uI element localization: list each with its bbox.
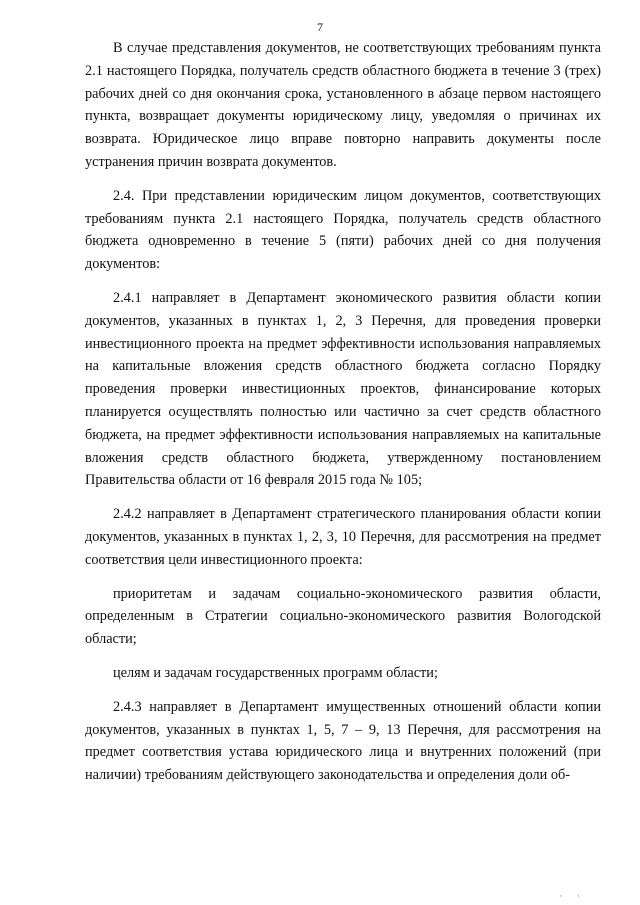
corner-mark: · ·: [559, 892, 586, 902]
paragraph-priorities: приоритетам и задачам социально-экономического развития области, определенным в Стратегии социально-экономического развития Вологодской области;: [85, 585, 601, 648]
document-body: [85, 37, 601, 798]
paragraph-goals: целям и задачам государственных программ области;: [113, 664, 438, 681]
paragraph-2-4: 2.4. При представлении юридическим лицом документов, соответствующих требованиям пункта 2.1 настоящего Порядка, получатель средств областного бюджета одновременно в течение 5 (пяти) рабочих дней со дня получения документов:: [85, 187, 601, 273]
paragraph-2-4-3: 2.4.3 направляет в Департамент имущественных отношений области копии документов, указанных в пунктах 1, 5, 7 – 9, 13 Перечня, для рассмотрения на предмет соответствия устава юридического лица и внутренних положений (при наличии) требованиям действующего законодательства и определения доли об-: [85, 698, 601, 784]
paragraph-2-4-2: 2.4.2 направляет в Департамент стратегического планирования области копии документов, указанных в пунктах 1, 2, 3, 10 Перечня, для рассмотрения на предмет соответствия цели инвестиционного проекта:: [85, 506, 601, 568]
paragraph-return-documents: В случае представления документов, не соответствующих требованиям пункта 2.1 настоящего Порядка, получатель средств областного бюджета в течение 3 (трех) рабочих дней со дня окончания срока, установленного в абзаце первом настоящего пункта, возвращает документы юридическому лицу, уведомляя о причинах их возврата. Юридическое лицо вправе повторно направить документы после устранения причин возврата документов.: [85, 40, 601, 170]
paragraph-2-4-1: 2.4.1 направляет в Департамент экономического развития области копии документов, указанных в пунктах 1, 2, 3 Перечня, для проведения проверки инвестиционного проекта на предмет эффективности использования направляемых на капитальные вложения средств областного бюджета согласно Порядку проведения проверки инвестиционных проектов, финансирование которых планируется осуществлять полностью или частично за счет средств областного бюджета, на предмет эффективности использования направляемых на капитальные вложения средств областного бюджета, утвержденному постановлением Правительства области от 16 февраля 2015 года № 105;: [85, 289, 601, 489]
page-number: 7: [317, 20, 323, 34]
